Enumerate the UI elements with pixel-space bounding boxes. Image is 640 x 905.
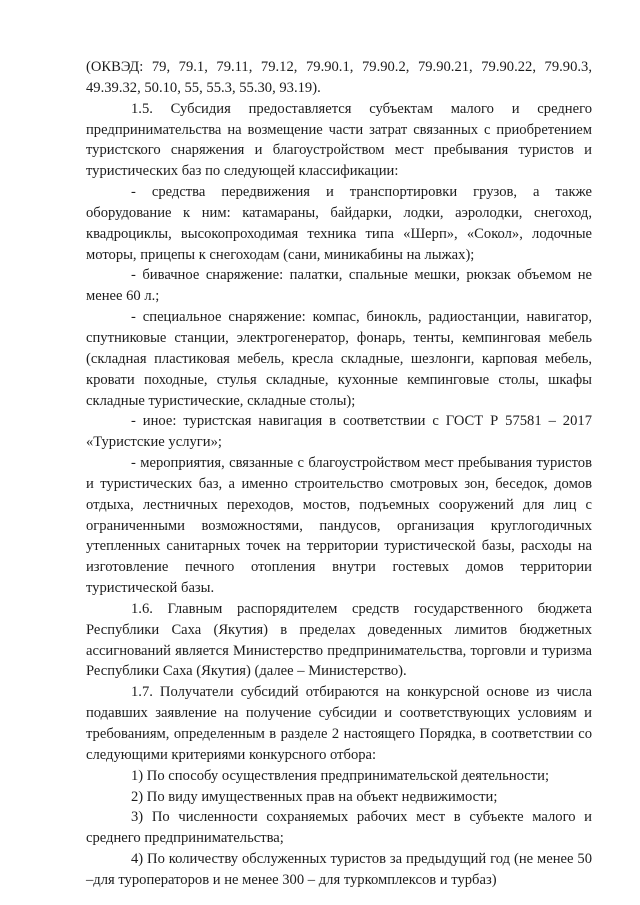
document-paragraph: 1) По способу осуществления предпринимательской деятельности;	[131, 767, 550, 784]
document-paragraph: - специальное снаряжение: компас, бинокль, радиостанции, навигатор, спутниковые станции, электрогенератор, фонарь, тенты, кемпинговая мебель (складная пластиковая мебель, кресла складные, шезлонги, карповая мебель, кровати походные, стулья складные, кухонные кемпинговые столы, шкафы складные туристические, складные столы);	[86, 309, 592, 409]
document-paragraph: 1.7. Получатели субсидий отбираются на конкурсной основе из числа подавших заявление на получение субсидии и соответствующих условиям и требованиям, определенным в разделе 2 настоящего Порядка, в соответствии со следующими критериями конкурсного отбора:	[86, 684, 592, 763]
document-paragraph: 4) По количеству обслуженных туристов за предыдущий год (не менее 50 –для туроператоров и не менее 300 – для туркомплексов и турбаз)	[86, 851, 592, 888]
document-body	[86, 57, 592, 891]
document-paragraph: (ОКВЭД: 79, 79.1, 79.11, 79.12, 79.90.1, 79.90.2, 79.90.21, 79.90.22, 79.90.3, 49.39.32, 50.10, 55, 55.3, 55.30, 93.19).	[86, 59, 592, 96]
document-paragraph: - иное: туристская навигация в соответствии с ГОСТ Р 57581 – 2017 «Туристские услуги»;	[86, 413, 592, 451]
document-paragraph: - бивачное снаряжение: палатки, спальные мешки, рюкзак объемом не менее 60 л.;	[86, 267, 592, 305]
document-paragraph: 2) По виду имущественных прав на объект недвижимости;	[131, 788, 498, 805]
document-paragraph: 3) По численности сохраняемых рабочих мест в субъекте малого и среднего предпринимательства;	[86, 809, 592, 847]
document-paragraph: 1.6. Главным распорядителем средств государственного бюджета Республики Саха (Якутия) в пределах доведенных лимитов бюджетных ассигнований является Министерство предпринимательства, торговли и туризма Республики Саха (Якутия) (далее – Министерство).	[86, 600, 592, 680]
document-paragraph: - мероприятия, связанные с благоустройством мест пребывания туристов и туристических баз, а именно строительство смотровых зон, беседок, домов отдыха, лестничных переходов, мостов, подъемных сооружений для лиц с ограниченными возможностями, пандусов, организация круглогодичных утепленных санитарных точек на территории туристической базы, расходы на изготовление печного отопления внутри гостевых домов территории туристической базы.	[86, 455, 592, 597]
document-paragraph: 1.5. Субсидия предоставляется субъектам малого и среднего предпринимательства на возмещение части затрат связанных с приобретением туристского снаряжения и благоустройством мест пребывания туристов и туристических баз по следующей классификации:	[86, 100, 592, 180]
document-paragraph: - средства передвижения и транспортировки грузов, а также оборудование к ним: катамараны, байдарки, лодки, аэролодки, снегоход, квадроциклы, высокопроходимая техника типа «Шерп», «Сокол», лодочные моторы, прицепы к снегоходам (сани, миникабины на лыжах);	[86, 184, 592, 263]
